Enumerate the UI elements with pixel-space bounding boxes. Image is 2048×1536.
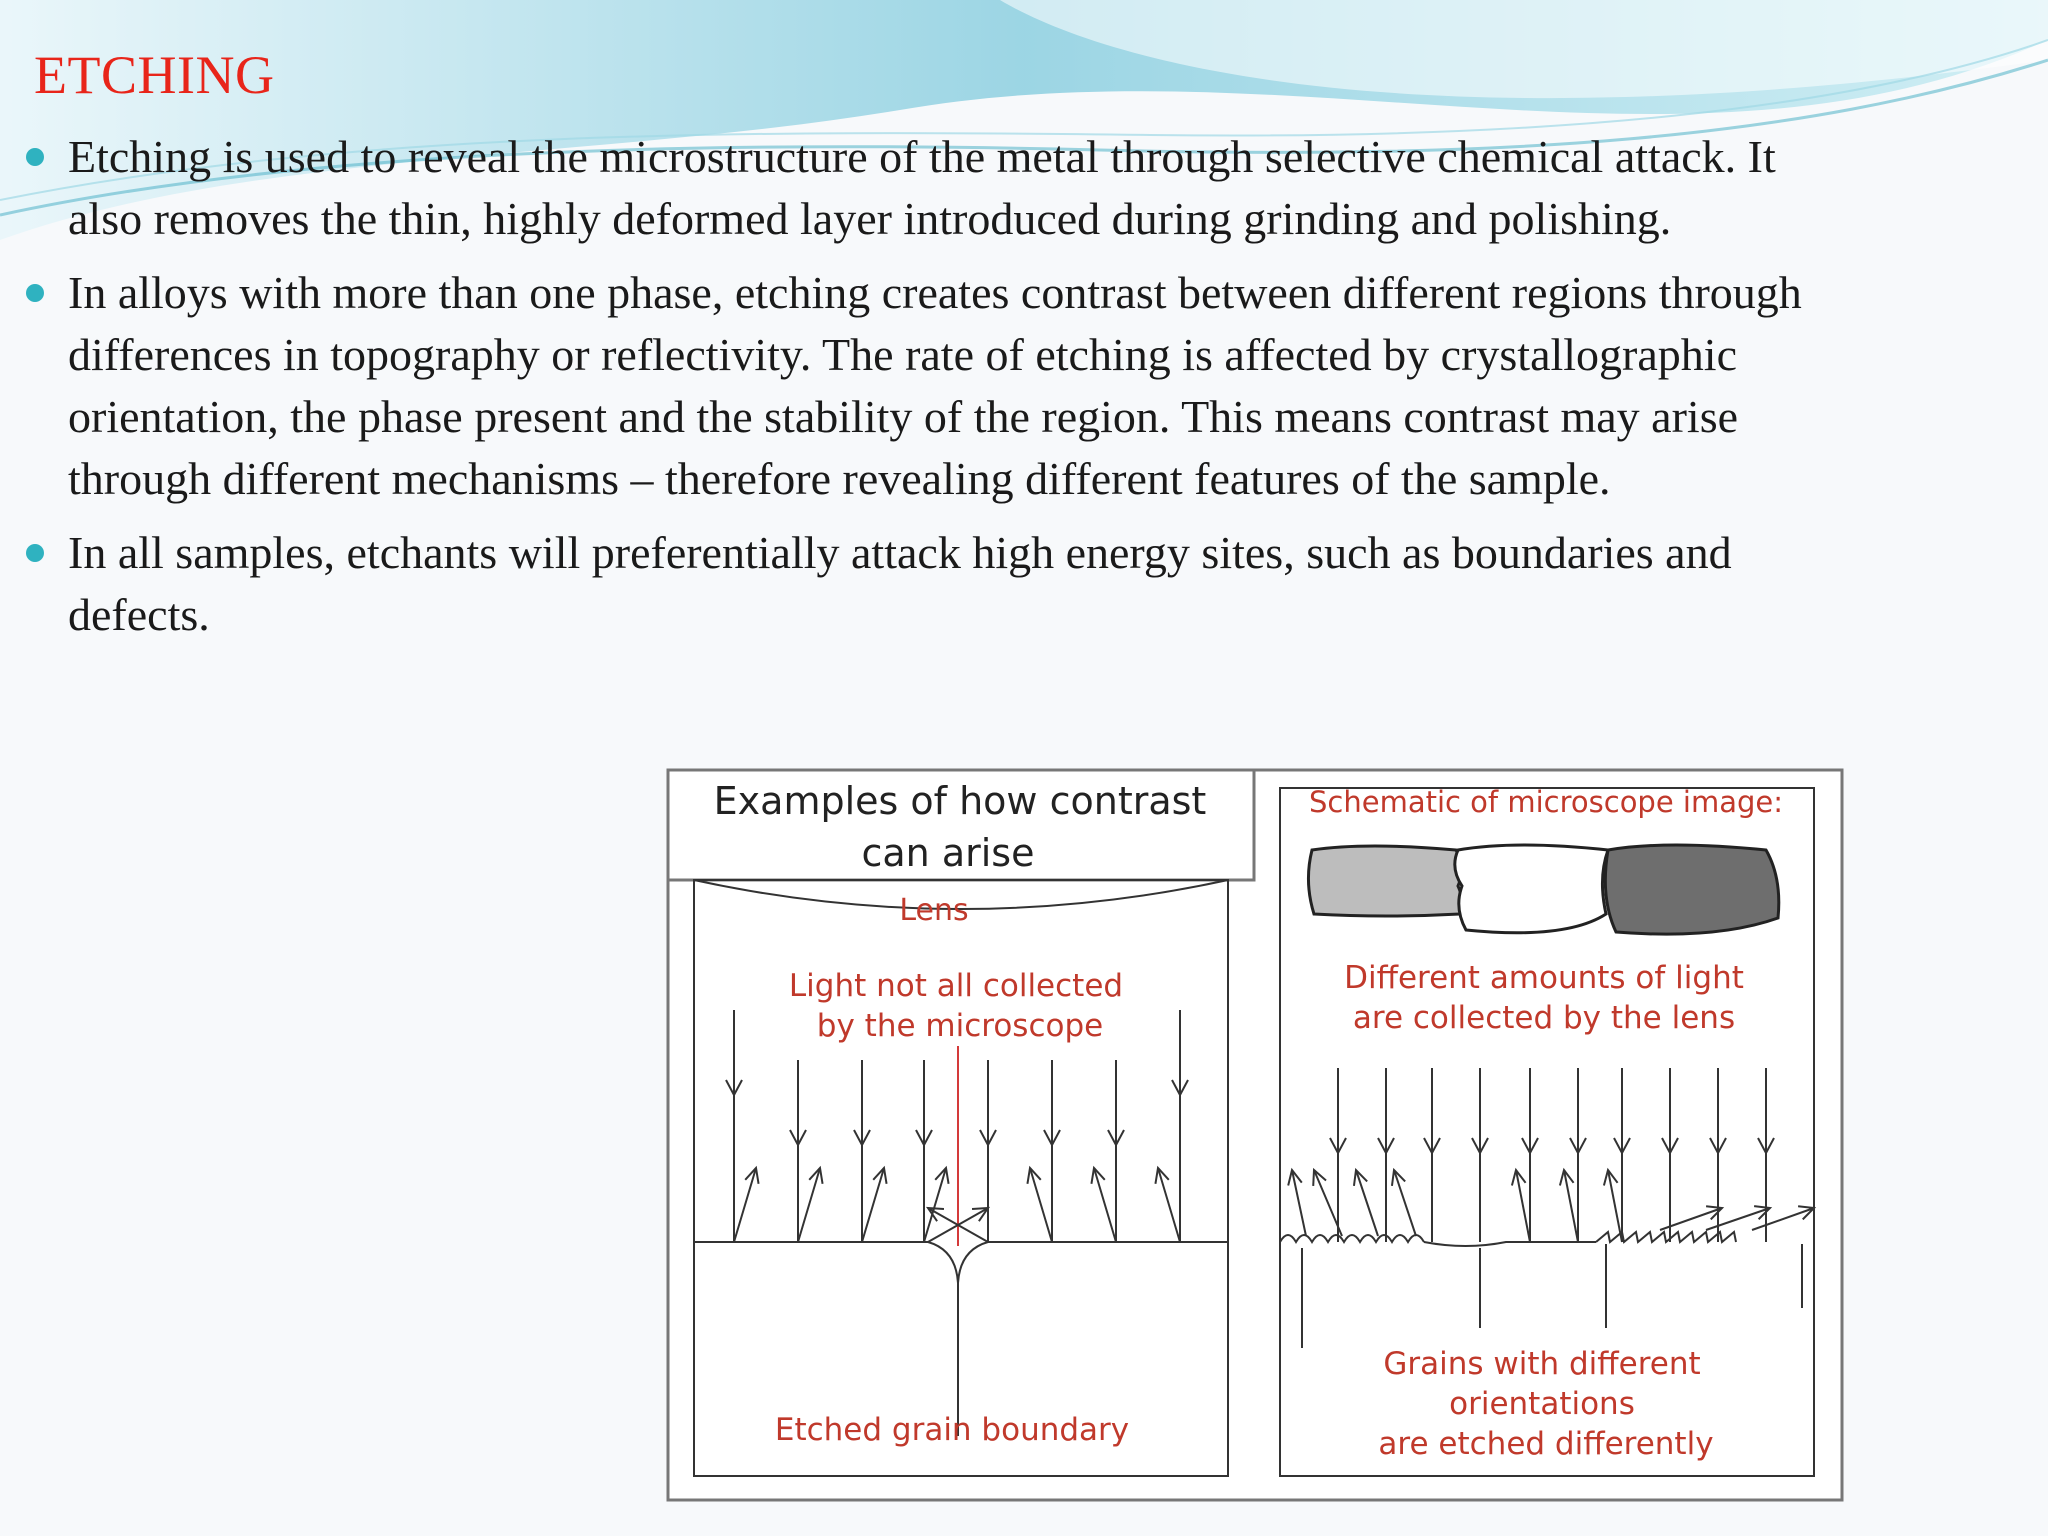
bullet-text: In alloys with more than one phase, etching creates contrast between different regions through differences in topography or reflectivity. The rate of etching is affected by crystallographic orientation, the phase present and the stability of the region. This means contrast may arise through different mechanisms – therefore revealing different features of the sample. (68, 267, 1802, 504)
grain-light (1308, 846, 1462, 916)
right-bottom-label-1: Grains with different (1383, 1346, 1701, 1382)
right-bottom-label-3: are etched differently (1378, 1426, 1714, 1462)
etching-contrast-diagram (666, 768, 1844, 1502)
bullet-text: Etching is used to reveal the microstructure of the metal through selective chemical attack. It also removes the thin, highly deformed layer introduced during grinding and polishing. (68, 131, 1776, 244)
bullet-item (22, 262, 1822, 510)
bullet-text: In all samples, etchants will preferentially attack high energy sites, such as boundaries and defects. (68, 527, 1732, 640)
heading-line-1: Examples of how contrast (713, 779, 1207, 823)
right-light-label-2: are collected by the lens (1352, 1000, 1736, 1036)
bullet-dot-icon (26, 148, 44, 166)
grain-dark (1605, 845, 1778, 934)
schematic-label: Schematic of microscope image: (1309, 785, 1783, 819)
heading-line-2: can arise (861, 831, 1035, 875)
bullet-list (22, 126, 1822, 658)
grain-white (1455, 845, 1608, 933)
right-bottom-label-2: orientations (1449, 1386, 1635, 1422)
right-light-label-1: Different amounts of light (1344, 960, 1744, 996)
bullet-dot-icon (26, 544, 44, 562)
bullet-item (22, 522, 1822, 646)
bullet-dot-icon (26, 284, 44, 302)
bullet-item (22, 126, 1822, 250)
lens-label: Lens (899, 893, 969, 928)
left-light-label-2: by the microscope (816, 1008, 1104, 1044)
left-bottom-label: Etched grain boundary (774, 1412, 1130, 1448)
left-light-label-1: Light not all collected (788, 968, 1124, 1004)
slide-title: ETCHING (34, 45, 275, 105)
